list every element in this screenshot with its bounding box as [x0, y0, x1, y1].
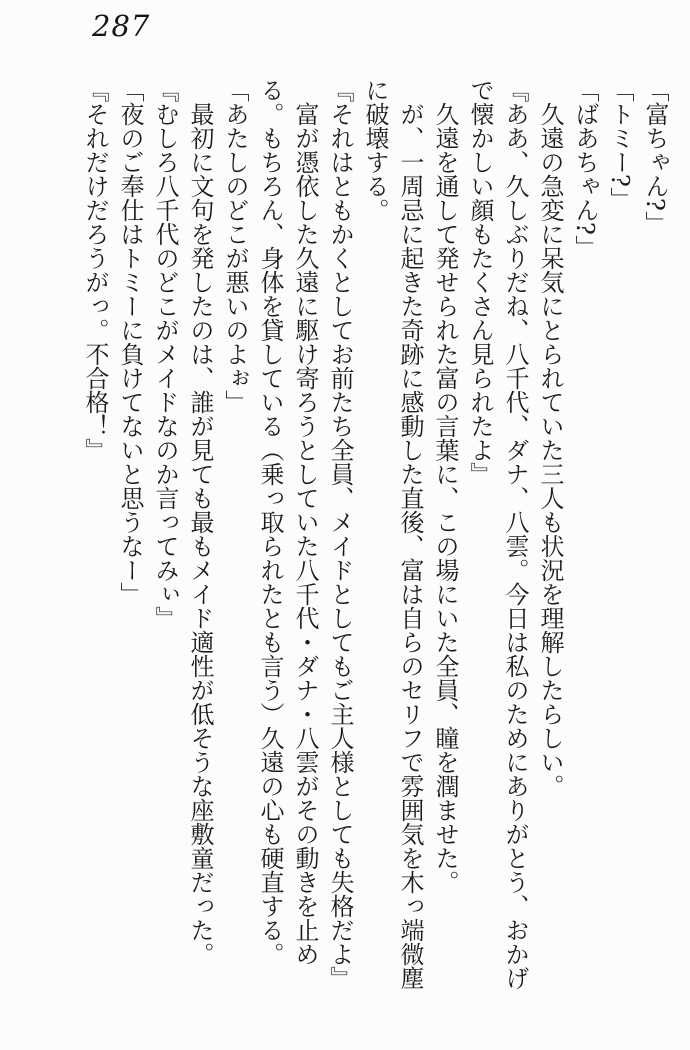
- paragraph-13: 「夜のご奉仕はトミーに負けてないと思うなー」: [116, 78, 144, 606]
- paragraph-7: が、一周忌に起きた奇跡に感動した直後、富は自らのセリフで雰囲気を木っ端微塵に破壊する。: [361, 78, 424, 990]
- paragraph-8: 『それはともかくとしてお前たち全員、メイドとしてもご主人様としても失格だよ』: [326, 78, 354, 990]
- paragraph-14: 『それだけだろうがっ。不合格！』: [81, 78, 109, 462]
- page-number: 287: [92, 9, 151, 43]
- paragraph-3: 「ばあちゃん?」: [571, 78, 599, 259]
- paragraph-1: 「富ちゃん?」: [641, 78, 669, 235]
- paragraph-10: 「あたしのどこが悪いのよぉ」: [221, 78, 249, 414]
- paragraph-5: 『ああ、久しぶりだね、八千代、ダナ、八雲。今日は私のためにありがとう、おかげで懐かしい顔もたくさん見られたよ』: [466, 78, 529, 990]
- paragraph-12: 『むしろ八千代のどこがメイドなのか言ってみぃ』: [151, 78, 179, 630]
- paragraph-6: 久遠を通して発せられた富の言葉に、この場にいた全員、瞳を潤ませた。: [431, 102, 459, 894]
- paragraph-2: 「トミー?」: [606, 78, 634, 211]
- paragraph-9: 富が憑依した久遠に駆け寄ろうとしていた八千代・ダナ・八雲がその動きを止める。もちろん、身体を貸している（乗っ取られたとも言う）久遠の心も硬直する。: [256, 78, 319, 966]
- paragraph-4: 久遠の急変に呆気にとられていた三人も状況を理解したらしい。: [536, 102, 564, 798]
- paragraph-11: 最初に文句を発したのは、誰が見ても最もメイド適性が低そうな座敷童だった。: [186, 102, 214, 966]
- vertical-text-block: [74, 78, 672, 990]
